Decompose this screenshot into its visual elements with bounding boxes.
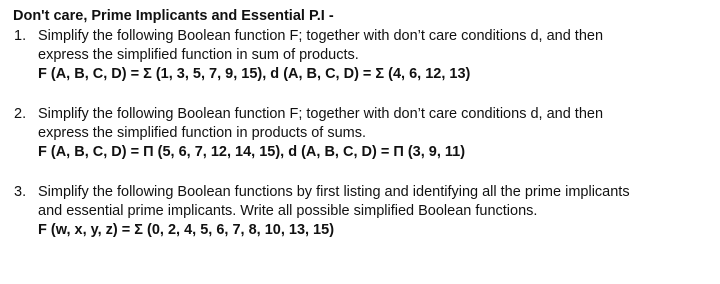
question-body	[38, 183, 713, 240]
question-formula: F (A, B, C, D) = Σ (1, 3, 5, 7, 9, 15), d (A, B, C, D) = Σ (4, 6, 12, 13)	[38, 66, 471, 82]
question-formula: F (A, B, C, D) = Π (5, 6, 7, 12, 14, 15), d (A, B, C, D) = Π (3, 9, 11)	[38, 144, 466, 160]
question-formula: F (w, x, y, z) = Σ (0, 2, 4, 5, 6, 7, 8, 10, 13, 15)	[38, 222, 335, 238]
document-title: Don't care, Prime Implicants and Essential P.I -	[13, 8, 334, 24]
document	[13, 7, 713, 240]
question-text-line: Simplify the following Boolean functions by first listing and identifying all the prime implicants	[38, 184, 630, 200]
question-text-line: Simplify the following Boolean function F; together with don’t care conditions d, and then	[38, 28, 604, 44]
question-text-line: Simplify the following Boolean function F; together with don’t care conditions d, and then	[38, 106, 604, 122]
question-1	[13, 27, 713, 84]
question-2	[13, 105, 713, 162]
question-number: 2.	[14, 106, 27, 122]
question-3	[13, 183, 713, 240]
question-number: 3.	[14, 184, 27, 200]
question-number: 1.	[14, 28, 27, 44]
question-text-line: and essential prime implicants. Write all possible simplified Boolean functions.	[38, 203, 538, 219]
question-body	[38, 105, 713, 162]
question-text-line: express the simplified function in products of sums.	[38, 125, 367, 141]
question-text-line: express the simplified function in sum of products.	[38, 47, 359, 63]
question-body	[38, 27, 713, 84]
